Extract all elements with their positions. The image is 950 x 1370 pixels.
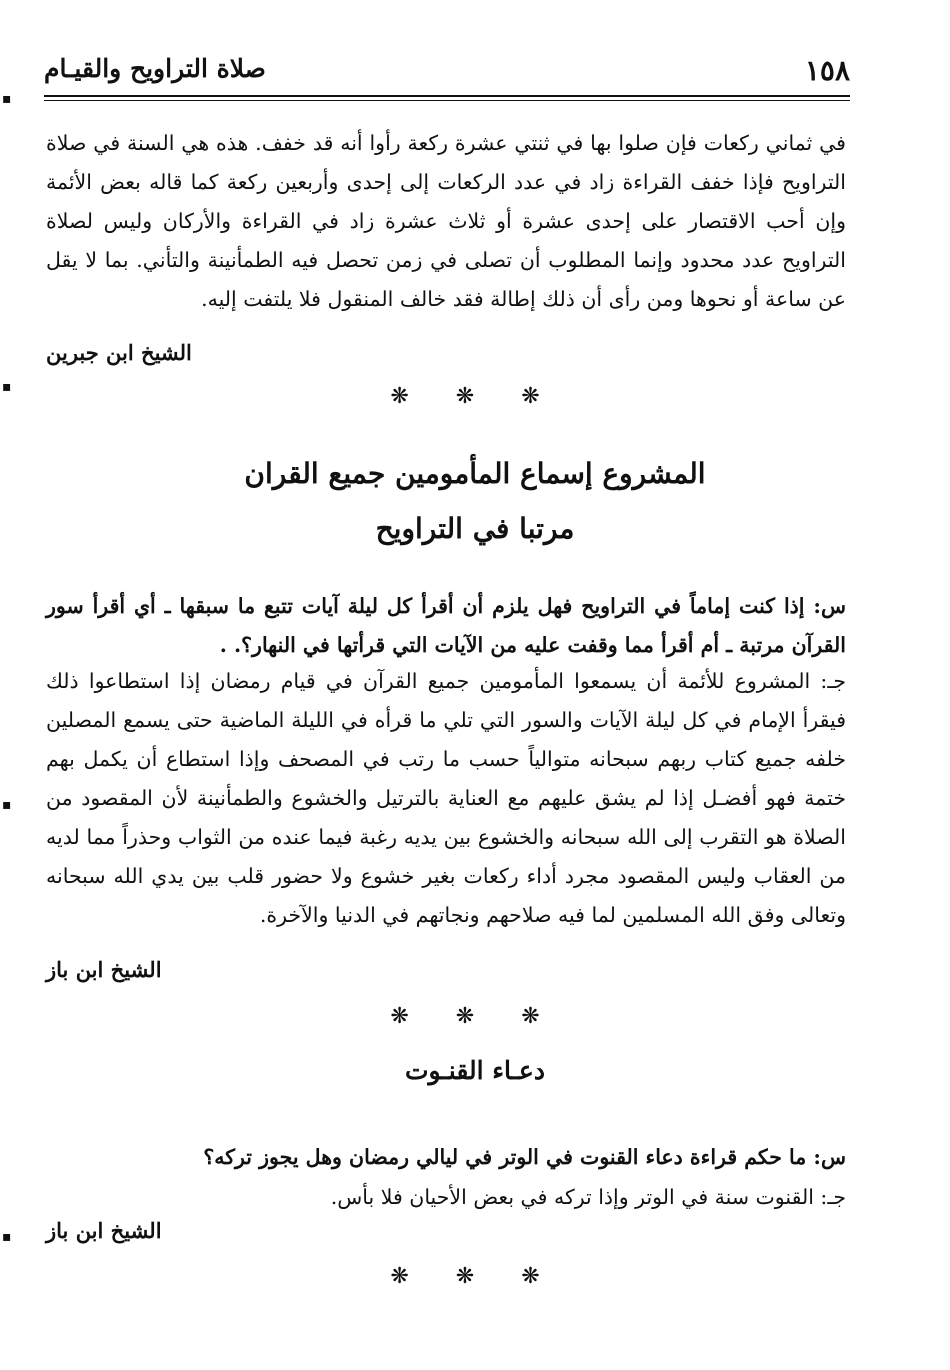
separator-stars-1: ❋ ❋ ❋ bbox=[390, 384, 560, 409]
running-title: صلاة التراويح والقيـام bbox=[44, 54, 266, 83]
section-heading-qunut: دعـاء القنـوت bbox=[405, 1056, 545, 1085]
scan-edge-mark: ▪ bbox=[2, 91, 12, 107]
page-number: ١٥٨ bbox=[804, 54, 850, 87]
signature-ibn-jibreen: الشيخ ابن جبرين bbox=[46, 340, 192, 365]
page-header bbox=[44, 52, 850, 88]
answer-qunut: جـ: القنوت سنة في الوتر وإذا تركه في بعض الأحيان فلا بأس. bbox=[330, 1185, 846, 1209]
separator-stars-3: ❋ ❋ ❋ bbox=[390, 1264, 560, 1289]
header-rule-thick bbox=[44, 95, 850, 97]
fatwa-paragraph-taraweeh: في ثماني ركعات فإن صلوا بها في ثنتي عشرة ركعة رأوا أنه قد خفف. هذه هي السنة في صلاة التراويح فإذا خفف القراءة زاد في عدد الركعات إلى إحدى وأربعين ركعة كما قاله بعض الأئمة وإن أحب الاقتصار على إحدى عشرة أو ثلاث عشرة زاد في القراءة والأركان وليس لصلاة التراويح عدد محدود وإنما المطلوب أن تصلى في زمن تحصل فيه الطمأنينة والتأني. بما لا يقل عن ساعة أو نحوها ومن رأى أن ذلك إطالة فقد خالف المنقول فلا يلتفت إليه. bbox=[46, 131, 846, 311]
question-quran-order: س: إذا كنت إماماً في التراويح فهل يلزم أن أقرأ كل ليلة آيات تتبع ما سبقها ـ أي أقرأ سور القرآن مرتبة ـ أم أقرأ مما وقفت عليه من الآيات التي قرأتها في النهار؟. . bbox=[46, 594, 846, 657]
section-heading-line2: مرتبا في التراويح bbox=[375, 512, 575, 545]
section-heading-line1: المشروع إسماع المأمومين جميع القران bbox=[244, 457, 706, 490]
signature-ibn-baz-1: الشيخ ابن باز bbox=[46, 957, 162, 982]
header-rule-thin bbox=[44, 100, 850, 101]
signature-ibn-baz-2: الشيخ ابن باز bbox=[46, 1218, 162, 1243]
scan-edge-mark: ▪ bbox=[2, 379, 12, 395]
scan-edge-mark: ▪ bbox=[2, 797, 12, 813]
scan-edge-mark: ▪ bbox=[2, 1229, 12, 1245]
answer-quran-order: جـ: المشروع للأئمة أن يسمعوا المأمومين جميع القرآن في قيام رمضان إذا استطاعوا ذلك فيقرأ الإمام في كل ليلة الآيات والسور التي تلي ما قرأه في الليلة الماضية حتى يسمع المصلين خلفه جميع كتاب ربهم سبحانه متوالياً حسب ما رتب في المصحف وإذا استطاع أن يكمل بهم ختمة فهو أفضـل إذا لم يشق عليهم مع العناية بالترتيل والخشوع والطمأنينة لأن المقصود من الصلاة هو التقرب إلى الله سبحانه والخشوع بين يديه رغبة فيما عنده من الثواب وحذراً مما لديه من العقاب وليس المقصود مجرد أداء ركعات بغير خشوع ولا حضور قلب بين يدي الله سبحانه وتعالى وفق الله المسلمين لما فيه صلاحهم ونجاتهم في الدنيا والآخرة. bbox=[46, 669, 846, 927]
question-qunut: س: ما حكم قراءة دعاء القنوت في الوتر في ليالي رمضان وهل يجوز تركه؟ bbox=[203, 1145, 846, 1169]
separator-stars-2: ❋ ❋ ❋ bbox=[390, 1004, 560, 1029]
